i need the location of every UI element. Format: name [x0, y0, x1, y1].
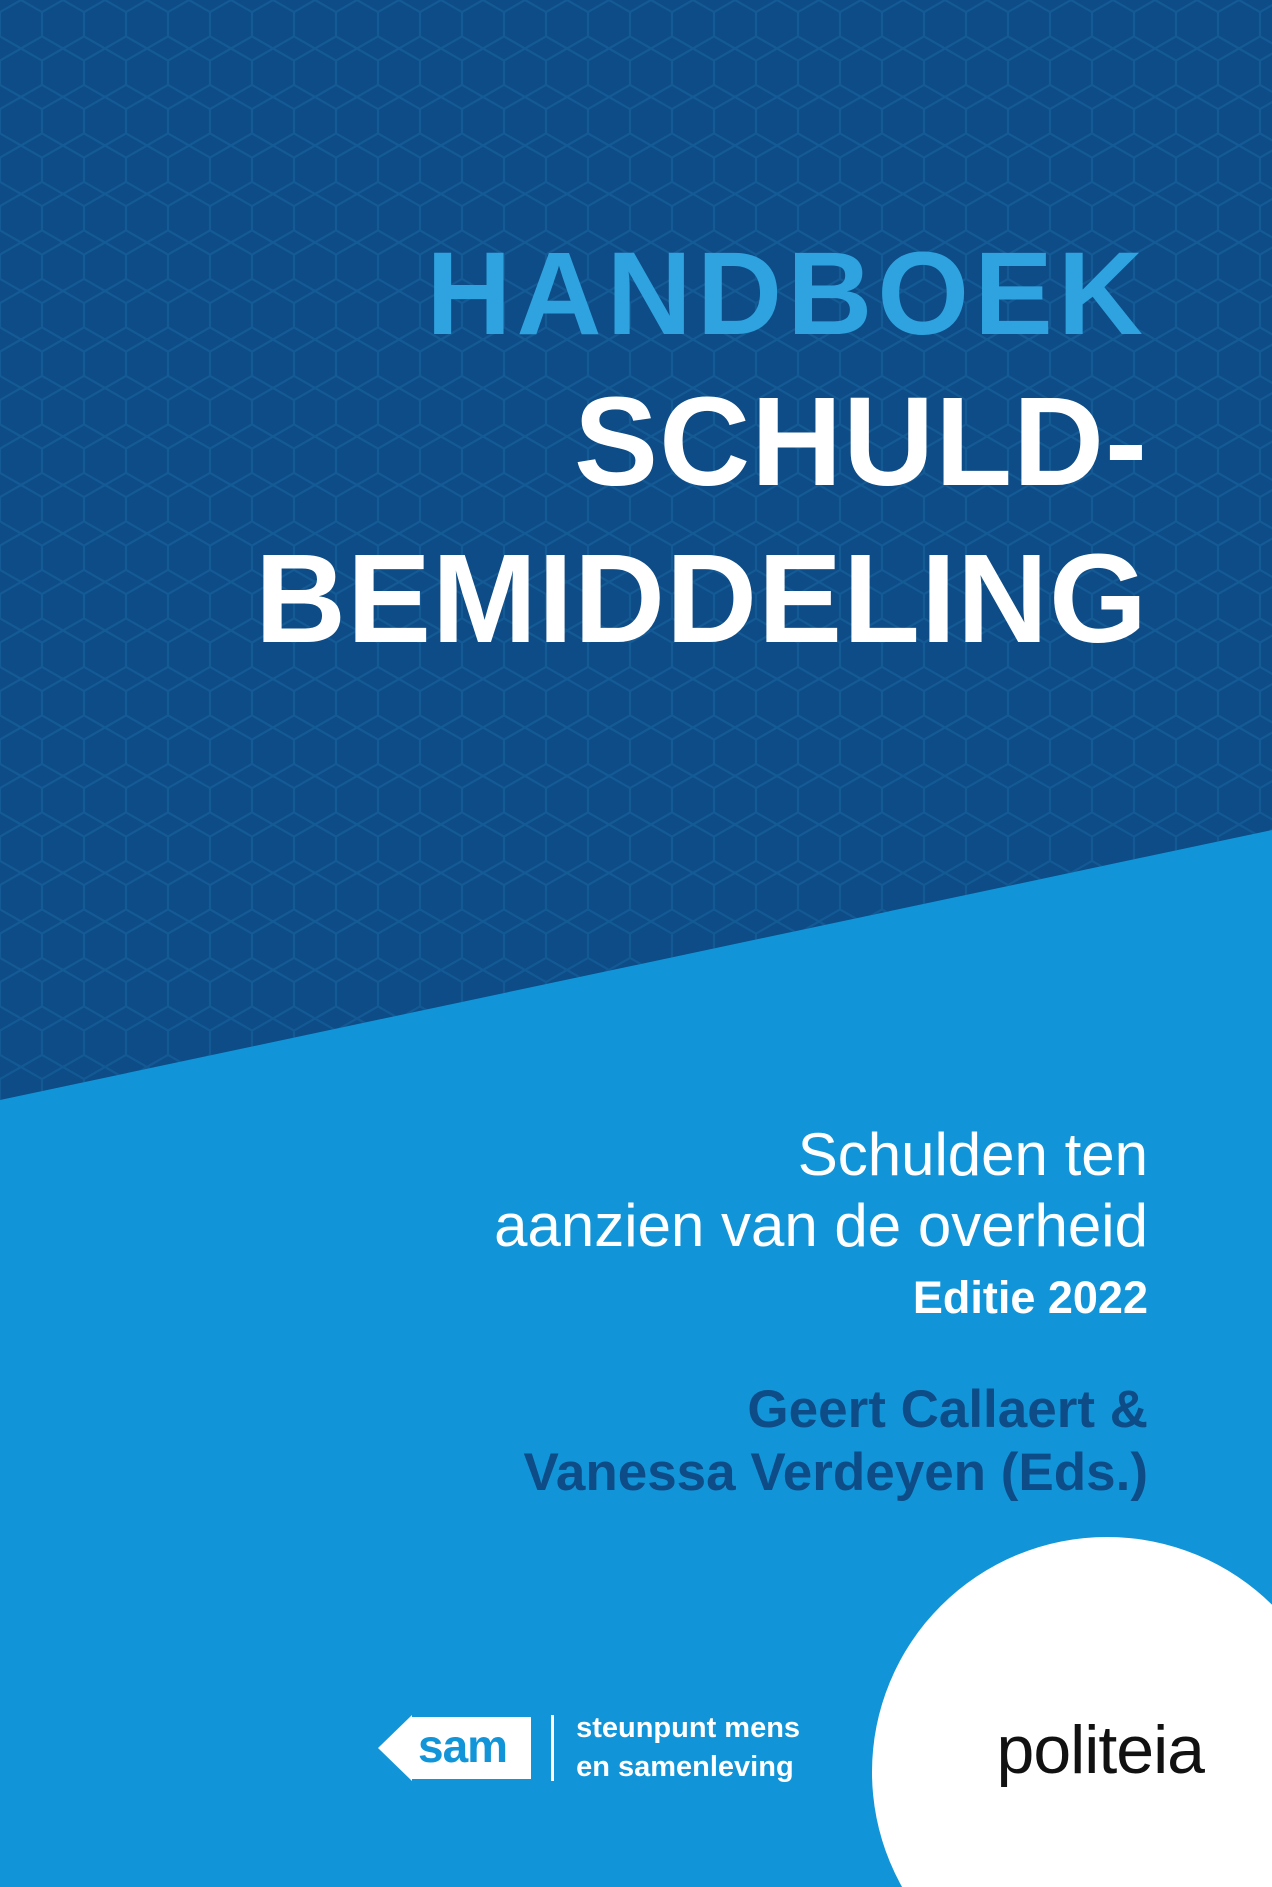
subtitle-line-2: aanzien van de overheid: [494, 1191, 1148, 1259]
sam-tagline: [576, 1709, 800, 1787]
sam-tagline-line-1: steunpunt mens: [576, 1711, 801, 1744]
title-block: [0, 228, 1148, 669]
author-line-1: Geert Callaert &: [747, 1379, 1148, 1439]
publisher-logo: politeia: [996, 1712, 1204, 1788]
subtitle-block: [248, 1120, 1148, 1505]
edition-label: Editie 2022: [912, 1271, 1148, 1323]
sam-logo-wordmark: sam: [412, 1717, 531, 1779]
sam-tagline-line-2: en samenleving: [576, 1750, 794, 1783]
sam-flag-icon: [378, 1715, 412, 1781]
subtitle-line-1: Schulden ten: [797, 1121, 1148, 1188]
title-handboek: HANDBOEK: [426, 228, 1148, 360]
title-main-line2: BEMIDDELING: [255, 527, 1148, 669]
sam-logo-mark: [378, 1715, 531, 1781]
title-main-line1: SCHULD-: [574, 371, 1148, 512]
sam-logo-divider: [551, 1715, 554, 1781]
author-line-2: Vanessa Verdeyen (Eds.): [523, 1443, 1148, 1503]
sam-logo: [378, 1709, 800, 1787]
